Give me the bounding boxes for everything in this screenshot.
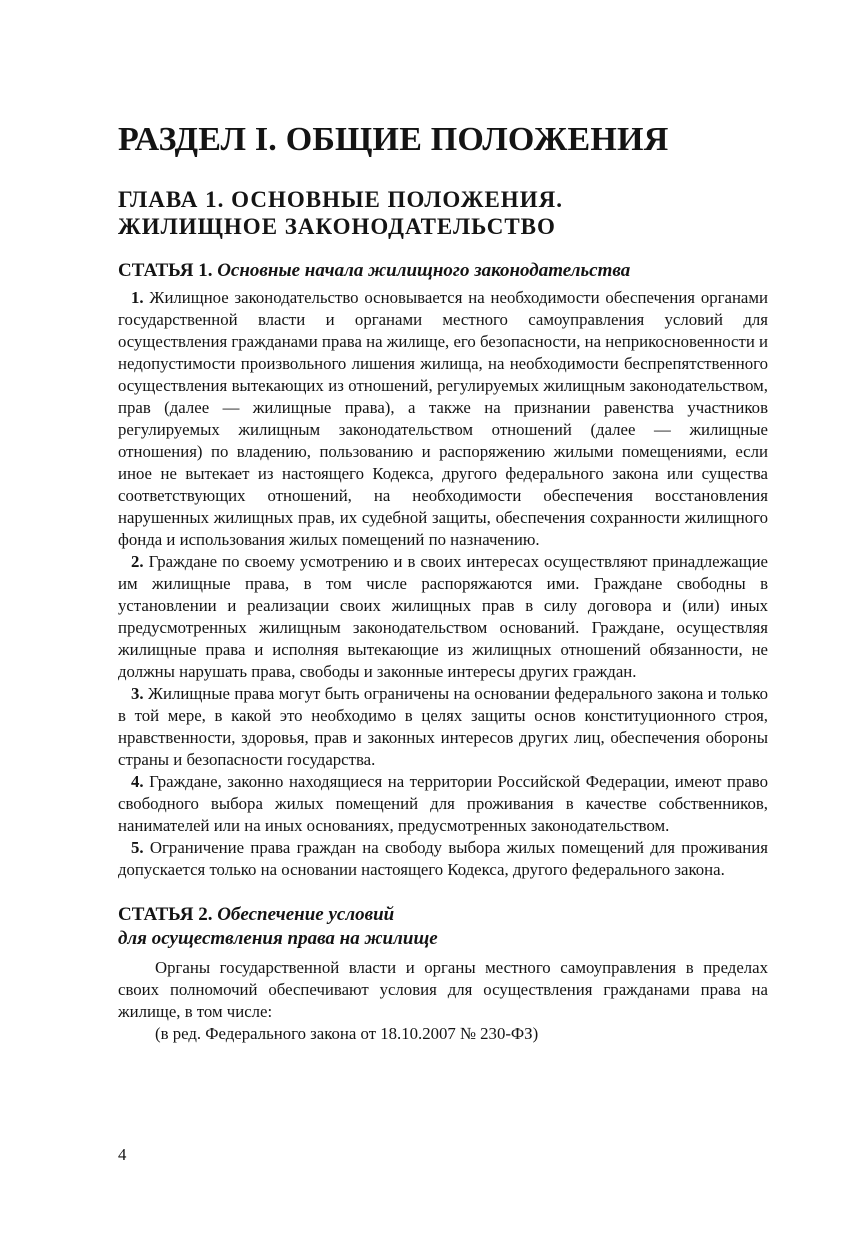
article-2-amendment-note: (в ред. Федерального закона от 18.10.2007 № 230-ФЗ): [155, 1024, 539, 1043]
article-1-paragraph-5: [118, 837, 768, 881]
chapter-title-line1: ОСНОВНЫЕ ПОЛОЖЕНИЯ.: [231, 187, 563, 212]
paragraph-number: 2.: [131, 552, 144, 571]
article-2-title-line2: для осуществления права на жилище: [118, 928, 438, 949]
article-2-label: СТАТЬЯ 2.: [118, 904, 213, 925]
section-heading: [118, 118, 768, 162]
article-1-label: СТАТЬЯ 1.: [118, 260, 213, 281]
document-page: [118, 118, 768, 1045]
section-prefix: РАЗДЕЛ I.: [118, 121, 277, 158]
paragraph-number: 4.: [131, 772, 144, 791]
section-title: ОБЩИЕ ПОЛОЖЕНИЯ: [285, 121, 669, 158]
chapter-prefix: ГЛАВА: [118, 187, 199, 212]
article-2-paragraph-1: Органы государственной власти и органы местного самоуправления в пределах своих полномочий обеспечивают условия для осуществления гражданами права на жилище, в том числе:: [118, 958, 768, 1021]
paragraph-text: Ограничение права граждан на свободу выбора жилых помещений для проживания допускается только на основании настоящего Кодекса, другого федерального закона.: [118, 838, 768, 879]
paragraph-text: Жилищное законодательство основывается на необходимости обеспечения органами государственной власти и органами местного самоуправления условий для осуществления гражданами права на жилище, его безопасности, на неприкосновенности и недопустимости произвольного лишения жилища, на необходимости беспрепятственного осуществления вытекающих из отношений, регулируемых жилищным законодательством, прав (далее — жилищные права), а также на признании равенства участников регулируемых жилищным законодательством отношений (далее — жилищные отношения) по владению, пользованию и распоряжению жилыми помещениями, если иное не вытекает из настоящего Кодекса, другого федерального закона или существа соответствующих отношений, на необходимости обеспечения восстановления нарушенных жилищных прав, их судебной защиты, обеспечения сохранности жилищного фонда и использования жилых помещений по назначению.: [118, 288, 768, 549]
article-2-heading: [118, 903, 768, 951]
paragraph-number: 1.: [131, 288, 144, 307]
page-number: 4: [118, 1145, 127, 1164]
chapter-title-line2: ЖИЛИЩНОЕ ЗАКОНОДАТЕЛЬСТВО: [118, 214, 556, 239]
article-1-paragraph-3: [118, 683, 768, 771]
paragraph-number: 5.: [131, 838, 144, 857]
chapter-heading: [118, 186, 768, 240]
article-2-title-line1: Обеспечение условий: [217, 904, 395, 925]
paragraph-text: Граждане, законно находящиеся на территории Российской Федерации, имеют право свободного выбора жилых помещений для проживания в качестве собственников, нанимателей или на иных основаниях, предусмотренных законодательством.: [118, 772, 768, 835]
article-1-title: Основные начала жилищного законодательства: [217, 260, 631, 281]
paragraph-text: Граждане по своему усмотрению и в своих интересах осуществляют принадлежащие им жилищные права, в том числе распоряжаются ими. Граждане свободны в установлении и реализации своих жилищных прав в силу договора и (или) иных предусмотренных жилищным законодательством оснований. Граждане, осуществляя жилищные права и исполняя вытекающие из жилищных отношений обязанности, не должны нарушать права, свободы и законные интересы других граждан.: [118, 552, 769, 681]
article-1-paragraph-1: [118, 287, 768, 551]
chapter-number: 1.: [205, 187, 225, 212]
article-2: [118, 903, 768, 1045]
paragraph-number: 3.: [131, 684, 144, 703]
article-1-heading: [118, 259, 768, 283]
article-1-paragraph-2: [118, 551, 768, 683]
article-1-paragraph-4: [118, 771, 768, 837]
article-1: [118, 259, 768, 881]
paragraph-text: Жилищные права могут быть ограничены на основании федерального закона и только в той мере, в какой это необходимо в целях защиты основ конституционного строя, нравственности, здоровья, прав и законных интересов других лиц, обеспечения обороны страны и безопасности государства.: [118, 684, 768, 769]
